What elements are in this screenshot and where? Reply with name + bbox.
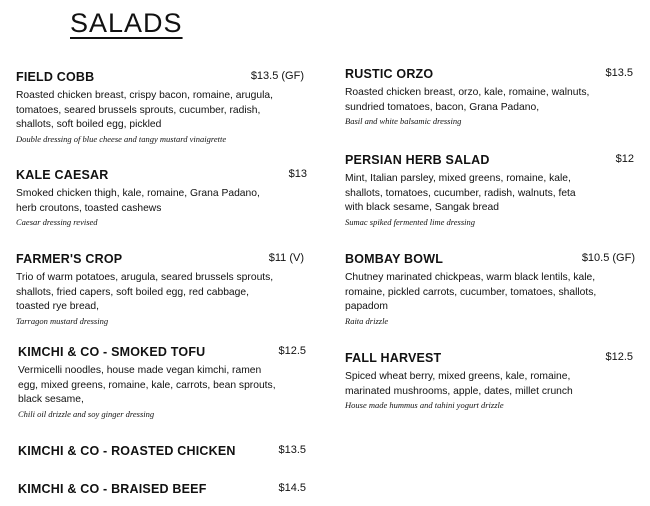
menu-item-farmers-crop (16, 252, 304, 327)
item-name: KALE CAESAR (16, 168, 109, 182)
item-dressing-note: Chili oil drizzle and soy ginger dressing (18, 408, 155, 419)
item-description: Vermicelli noodles, house made vegan kimchi, ramen egg, mixed greens, romaine, kale, carrots, bean sprouts, black sesame, (18, 365, 276, 405)
item-name: KIMCHI & CO - ROASTED CHICKEN (18, 444, 236, 458)
item-dressing-note: House made hummus and tahini yogurt drizzle (345, 400, 504, 410)
item-price: $13.5 (605, 67, 633, 79)
item-price: $13.5 (GF) (250, 70, 304, 82)
menu-item-field-cobb (16, 70, 304, 145)
item-name: RUSTIC ORZO (345, 67, 434, 81)
menu-item-kimchi-smoked-tofu (18, 345, 306, 420)
item-description: Roasted chicken breast, orzo, kale, romaine, walnuts, sundried tomatoes, bacon, Grana Padano, (345, 87, 590, 113)
item-price: $12 (615, 153, 634, 165)
item-description: Spiced wheat berry, mixed greens, kale, romaine, marinated mushrooms, apple, dates, millet crunch (345, 371, 573, 397)
item-name: BOMBAY BOWL (345, 252, 444, 266)
item-name: PERSIAN HERB SALAD (345, 153, 490, 167)
item-name: FIELD COBB (16, 70, 95, 84)
item-description: Smoked chicken thigh, kale, romaine, Grana Padano, herb croutons, toasted cashews (16, 188, 260, 214)
item-description: Roasted chicken breast, crispy bacon, romaine, arugula, tomatoes, seared brussels sprouts, cucumber, radish, shallots, soft boiled egg, pickled (16, 90, 273, 130)
menu-title: SALADS (70, 8, 183, 38)
item-dressing-note: Sumac spiked fermented lime dressing (345, 216, 475, 227)
item-price: $14.5 (278, 482, 306, 494)
item-dressing-note: Caesar dressing revised (16, 217, 98, 227)
item-price: $12.5 (278, 345, 306, 357)
item-price: $12.5 (605, 351, 633, 363)
item-description: Mint, Italian parsley, mixed greens, romaine, kale, shallots, tomatoes, cucumber, radish, walnuts, feta with black sesame, Sangak bread (345, 173, 576, 213)
item-price: $11 (V) (268, 252, 304, 264)
menu-item-kale-caesar (16, 168, 307, 228)
menu-item-bombay-bowl (345, 252, 635, 327)
menu-item-rustic-orzo (345, 67, 633, 127)
item-description: Trio of warm potatoes, arugula, seared brussels sprouts, shallots, fried capers, soft boiled egg, red cabbage, toasted rye bread, (16, 272, 274, 312)
menu-item-kimchi-roasted-chicken (18, 444, 306, 462)
item-dressing-note: Double dressing of blue cheese and tangy mustard vinaigrette (16, 133, 227, 144)
item-dressing-note: Tarragon mustard dressing (16, 315, 109, 326)
item-name: KIMCHI & CO - BRAISED BEEF (18, 482, 207, 496)
item-name: FARMER'S CROP (16, 252, 123, 266)
menu-item-fall-harvest (345, 351, 633, 411)
item-name: FALL HARVEST (345, 351, 442, 365)
menu-item-kimchi-braised-beef (18, 482, 306, 500)
item-name: KIMCHI & CO - SMOKED TOFU (18, 345, 206, 359)
menu-item-persian-herb-salad (345, 153, 633, 228)
item-dressing-note: Basil and white balsamic dressing (345, 116, 462, 126)
item-price: $13.5 (278, 444, 306, 456)
item-price: $13 (288, 168, 307, 180)
item-description: Chutney marinated chickpeas, warm black lentils, kale, romaine, pickled carrots, cucumber, tomatoes, shallots, papadom (345, 272, 597, 312)
item-dressing-note: Raita drizzle (345, 315, 389, 326)
item-price: $10.5 (GF) (581, 252, 635, 264)
